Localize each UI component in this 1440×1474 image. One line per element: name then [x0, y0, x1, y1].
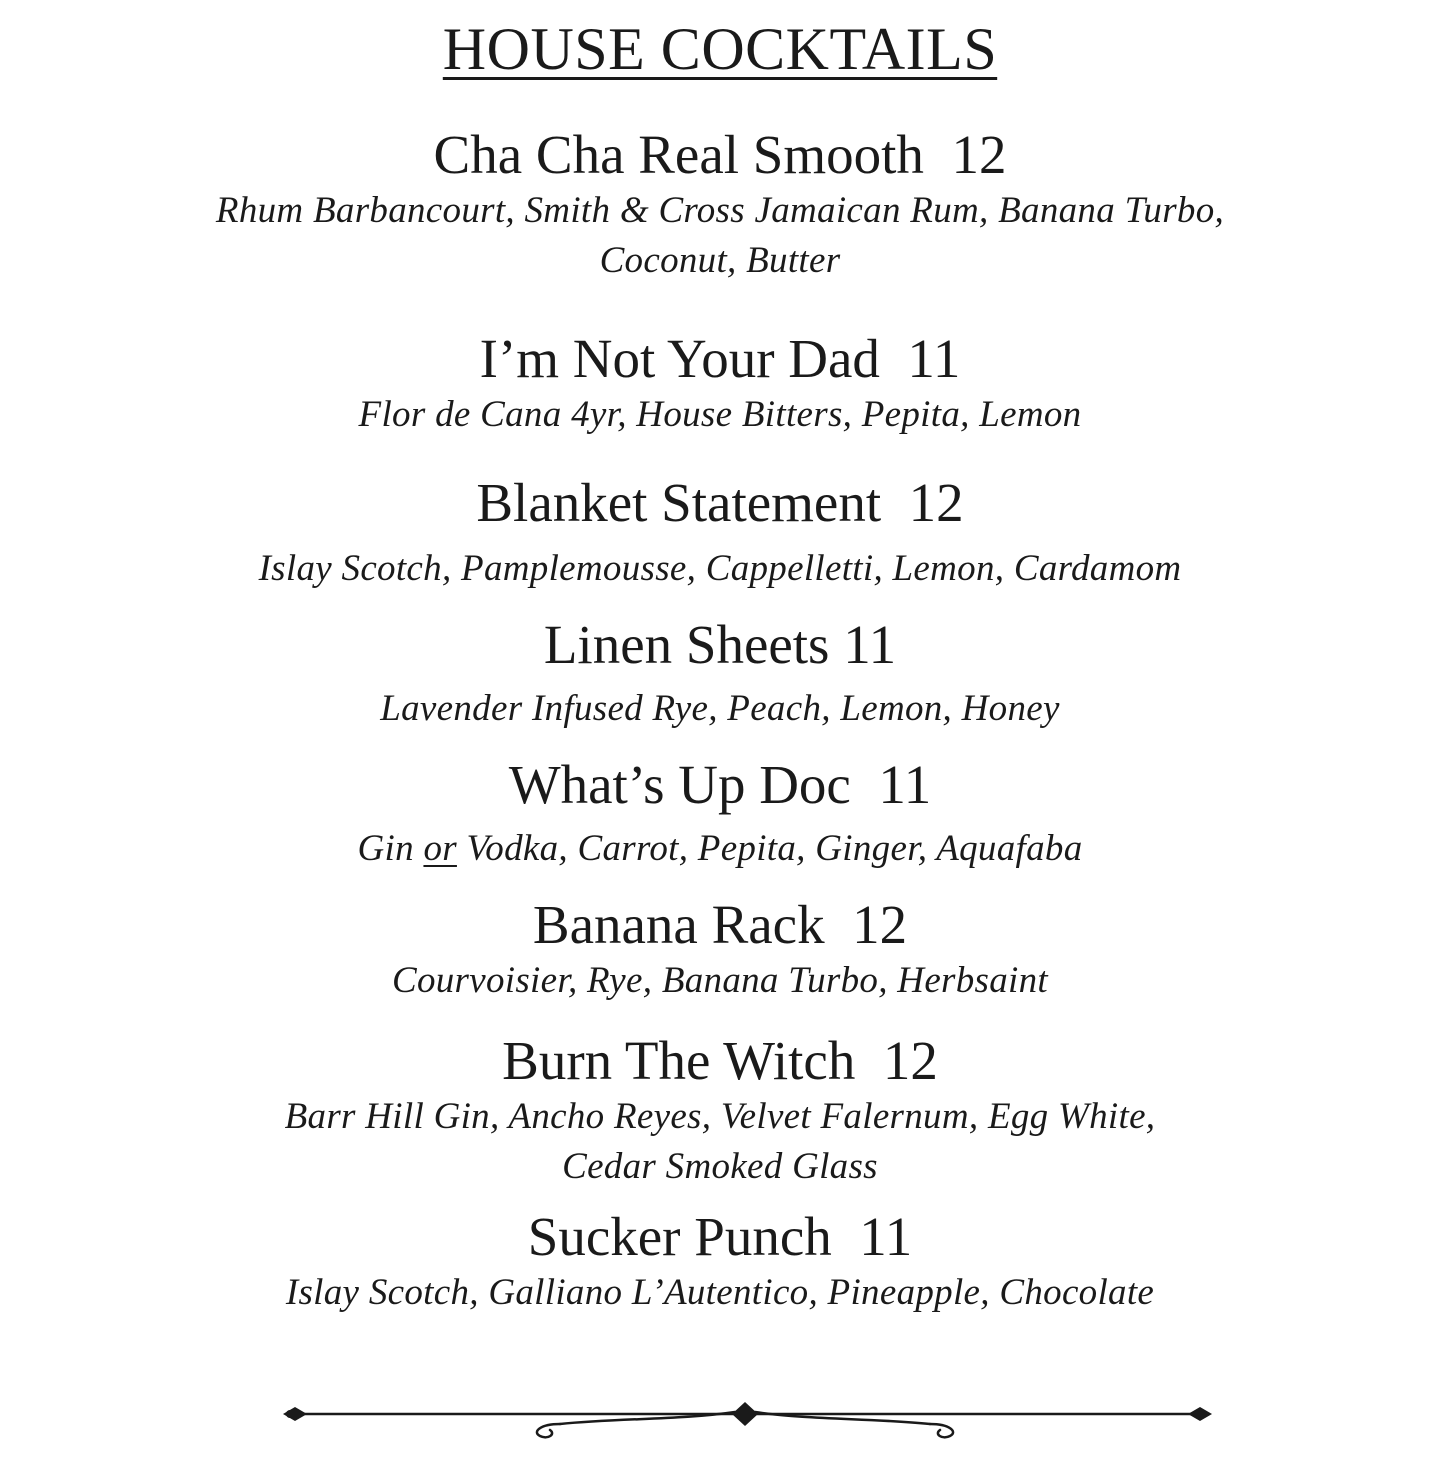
menu-item-blanket-statement: [0, 472, 1440, 594]
cocktail-name-line: [0, 894, 1440, 956]
menu-item-burn-the-witch: [0, 1030, 1440, 1192]
cocktail-ingredients: Flor de Cana 4yr, House Bitters, Pepita, Lemon: [358, 394, 1082, 435]
menu-item-sucker-punch: [0, 1206, 1440, 1318]
cocktail-ingredients: Lavender Infused Rye, Peach, Lemon, Honey: [380, 688, 1060, 729]
cocktail-ingredients: Coconut, Butter: [599, 240, 841, 281]
cocktail-ingredients: Cedar Smoked Glass: [562, 1146, 878, 1187]
cocktail-name-line: [0, 1206, 1440, 1268]
cocktail-name-line: [0, 754, 1440, 816]
ingredients-text: Gin: [357, 828, 424, 869]
cocktail-price: 12: [882, 1030, 938, 1091]
cocktail-name: What’s Up Doc: [508, 754, 851, 815]
cocktail-ingredients: [0, 824, 1440, 874]
cocktail-name: Blanket Statement: [476, 472, 882, 533]
cocktail-name: Linen Sheets: [543, 614, 830, 675]
cocktail-name-line: [0, 124, 1440, 186]
cocktail-name-line: [0, 614, 1440, 676]
cocktail-name-line: [0, 328, 1440, 390]
cocktail-name: Burn The Witch: [502, 1030, 856, 1091]
cocktail-ingredients: Islay Scotch, Pamplemousse, Cappelletti, Lemon, Cardamom: [258, 548, 1182, 589]
ingredients-text: Vodka, Carrot, Pepita, Ginger, Aquafaba: [456, 828, 1083, 869]
cocktail-name: Sucker Punch: [527, 1206, 832, 1267]
cocktail-price: 11: [907, 328, 961, 389]
cocktail-ingredients: Barr Hill Gin, Ancho Reyes, Velvet Falernum, Egg White,: [284, 1096, 1156, 1137]
cocktail-price: 12: [951, 124, 1007, 185]
cocktail-name: I’m Not Your Dad: [479, 328, 880, 389]
menu-item-whats-up-doc: [0, 754, 1440, 874]
cocktail-name-line: [0, 472, 1440, 534]
cocktail-price: 11: [859, 1206, 913, 1267]
menu-title-text: HOUSE COCKTAILS: [442, 16, 998, 82]
ingredients-emphasis: or: [423, 828, 457, 869]
menu-item-linen-sheets: [0, 614, 1440, 734]
cocktail-name-line: [0, 1030, 1440, 1092]
menu-title: [0, 14, 1440, 84]
cocktail-name: Cha Cha Real Smooth: [433, 124, 924, 185]
menu-item-cha-cha-real-smooth: [0, 124, 1440, 286]
cocktail-price: 12: [908, 472, 964, 533]
cocktail-ingredients: Rhum Barbancourt, Smith & Cross Jamaican Rum, Banana Turbo,: [215, 190, 1225, 231]
cocktail-price: 11: [878, 754, 932, 815]
cocktail-name: Banana Rack: [532, 894, 825, 955]
menu-item-banana-rack: [0, 894, 1440, 1006]
cocktail-price: 12: [852, 894, 908, 955]
cocktail-ingredients: Courvoisier, Rye, Banana Turbo, Herbsaint: [391, 960, 1049, 1001]
cocktail-price: 11: [843, 614, 897, 675]
ornamental-divider-icon: [0, 1380, 1440, 1450]
cocktail-ingredients: Islay Scotch, Galliano L’Autentico, Pineapple, Chocolate: [285, 1272, 1155, 1313]
menu-item-im-not-your-dad: [0, 328, 1440, 440]
